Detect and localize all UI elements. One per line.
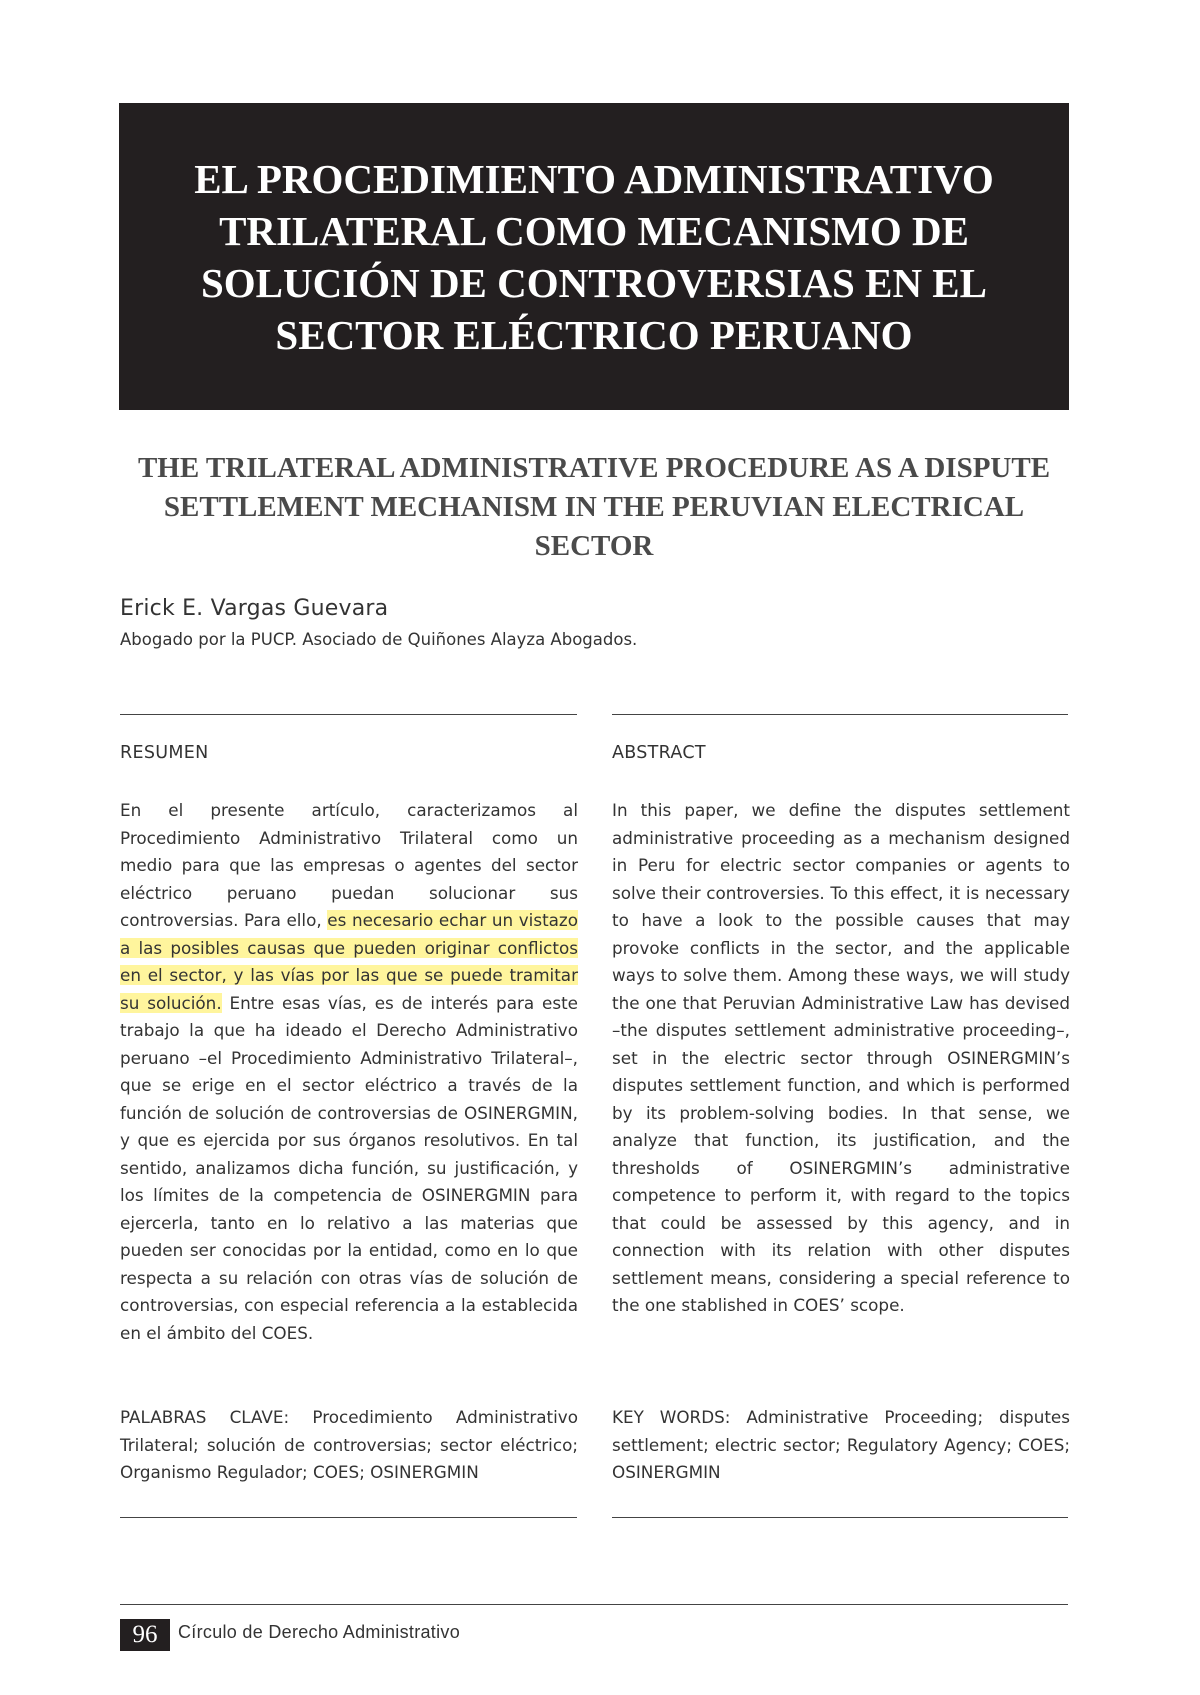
left-bottom-rule (120, 1517, 577, 1518)
right-bottom-rule (612, 1517, 1068, 1518)
resumen-text-part2: Entre esas vías, es de interés para este trabajo la que ha ideado el Derecho Administrativo peruano –el Procedimiento Administrativo Trilateral–, que se erige en el sector eléctrico a través de la función de solución de controversias de OSINERGMIN, y que es ejercida por sus órganos resolutivos. En tal sentido, analizamos dicha función, su justificación, y los límites de la competencia de OSINERGMIN para ejercerla, tanto en lo relativo a las materias que pueden ser conocidas por la entidad, como en lo que respecta a su relación con otras vías de solución de controversias, con especial referencia a la establecida en el ámbito del COES. (120, 992, 578, 1343)
abstract-heading: ABSTRACT (612, 743, 706, 763)
right-top-rule (612, 714, 1068, 715)
abstract-text: In this paper, we define the disputes settlement administrative proceeding as a mechanism designed in Peru for electric sector companies or agents to solve their controversies. To this effect, it is necessary to have a look to the possible causes that may provoke conflicts in the sector, and the applicable ways to solve them. Among these ways, we will study the one that Peruvian Administrative Law has devised –the disputes settlement administrative proceeding–, set in the electric sector through OSINERGMIN’s disputes settlement function, and which is performed by its problem-solving bodies. In that sense, we analyze that function, its justification, and the thresholds of OSINERGMIN’s administrative competence to perform it, with regard to the topics that could be assessed by this agency, and in connection with its relation with other disputes settlement means, considering a special reference to the one stablished in COES’ scope. (612, 800, 1070, 1315)
page-number: 96 (120, 1619, 170, 1651)
author-affiliation: Abogado por la PUCP. Asociado de Quiñones Alayza Abogados. (120, 630, 638, 649)
article-subtitle: THE TRILATERAL ADMINISTRATIVE PROCEDURE AS A DISPUTE SETTLEMENT MECHANISM IN THE PERUVIAN ELECTRICAL SECTOR (137, 452, 1051, 562)
resumen-heading: RESUMEN (120, 743, 209, 763)
resumen-keywords: PALABRAS CLAVE: Procedimiento Administrativo Trilateral; solución de controversias; sector eléctrico; Organismo Regulador; COES; OSINERGMIN (120, 1407, 578, 1482)
article-title: EL PROCEDIMIENTO ADMINISTRATIVO TRILATERAL COMO MECANISMO DE SOLUCIÓN DE CONTROVERSIAS EN EL SECTOR ELÉCTRICO PERUANO (194, 155, 994, 358)
author-name: Erick E. Vargas Guevara (120, 596, 389, 621)
journal-name: Círculo de Derecho Administrativo (178, 1622, 461, 1642)
title-banner (119, 103, 1069, 410)
resumen-text (120, 797, 578, 1347)
resumen-highlighted-text: es necesario echar un vistazo a las posibles causas que pueden originar conflictos en el sector, y las vías por las que se puede tramitar su solución. (120, 910, 579, 1013)
left-top-rule (120, 714, 577, 715)
abstract-keywords: KEY WORDS: Administrative Proceeding; disputes settlement; electric sector; Regulatory Agency; COES; OSINERGMIN (612, 1407, 1070, 1482)
footer-rule (120, 1604, 1068, 1605)
resumen-text-part1: En el presente artículo, caracterizamos al Procedimiento Administrativo Trilateral como un medio para que las empresas o agentes del sector eléctrico peruano puedan solucionar sus controversias. Para ello, (120, 800, 578, 930)
